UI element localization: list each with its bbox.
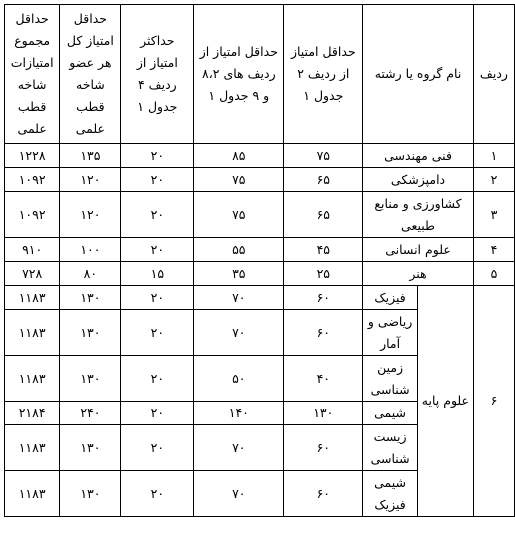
cell-r4: ۱۵ [121, 262, 194, 286]
header-group: نام گروه یا رشته [363, 5, 474, 144]
header-min-member: حداقل امتیاز کل هر عضو شاخه قطب علمی [60, 5, 121, 144]
cell-r4: ۲۰ [121, 238, 194, 262]
cell-field: زمین شناسی [363, 356, 418, 402]
cell-r89: ۵۰ [194, 356, 284, 402]
cell-r4: ۲۰ [121, 144, 194, 168]
cell-total: ۱۲۲۸ [5, 144, 60, 168]
header-min-total: حداقل مجموع امتیازات شاخه قطب علمی [5, 5, 60, 144]
cell-radif: ۵ [473, 262, 514, 286]
header-min-row2: حداقل امتیاز از ردیف ۲ جدول ۱ [284, 5, 363, 144]
cell-group: علوم پایه [417, 286, 473, 517]
cell-r2: ۱۳۰ [284, 402, 363, 425]
cell-member: ۱۳۰ [60, 356, 121, 402]
cell-r2: ۶۰ [284, 471, 363, 517]
cell-r89: ۷۰ [194, 310, 284, 356]
cell-radif: ۴ [473, 238, 514, 262]
requirements-table [4, 4, 515, 517]
cell-r89: ۸۵ [194, 144, 284, 168]
cell-r4: ۲۰ [121, 168, 194, 192]
cell-r89: ۷۰ [194, 471, 284, 517]
cell-r4: ۲۰ [121, 425, 194, 471]
cell-group: فنی مهندسی [363, 144, 474, 168]
cell-radif: ۳ [473, 192, 514, 238]
cell-member: ۱۳۰ [60, 425, 121, 471]
cell-total: ۱۰۹۲ [5, 192, 60, 238]
header-radif: ردیف [473, 5, 514, 144]
cell-r4: ۲۰ [121, 310, 194, 356]
cell-member: ۱۲۰ [60, 192, 121, 238]
cell-r2: ۶۵ [284, 192, 363, 238]
cell-r89: ۷۵ [194, 192, 284, 238]
table-row [5, 286, 515, 310]
cell-member: ۱۳۵ [60, 144, 121, 168]
cell-member: ۱۲۰ [60, 168, 121, 192]
table-row [5, 168, 515, 192]
cell-field: شیمی [363, 402, 418, 425]
cell-r4: ۲۰ [121, 402, 194, 425]
header-max-row4: حداکثر امتیاز از ردیف ۴ جدول ۱ [121, 5, 194, 144]
table-wrapper [4, 4, 515, 517]
table-row [5, 144, 515, 168]
cell-total: ۹۱۰ [5, 238, 60, 262]
cell-radif: ۶ [473, 286, 514, 517]
cell-r4: ۲۰ [121, 471, 194, 517]
table-row [5, 238, 515, 262]
table-row [5, 262, 515, 286]
cell-r89: ۵۵ [194, 238, 284, 262]
cell-total: ۲۱۸۴ [5, 402, 60, 425]
table-row [5, 192, 515, 238]
cell-r2: ۴۵ [284, 238, 363, 262]
cell-total: ۱۱۸۳ [5, 286, 60, 310]
cell-total: ۱۱۸۳ [5, 425, 60, 471]
header-min-rows-8-9: حداقل امتیاز از ردیف های ۸،۲ و ۹ جدول ۱ [194, 5, 284, 144]
cell-radif: ۲ [473, 168, 514, 192]
cell-total: ۱۱۸۳ [5, 356, 60, 402]
header-row [5, 5, 515, 144]
cell-r89: ۱۴۰ [194, 402, 284, 425]
cell-r89: ۷۰ [194, 286, 284, 310]
cell-field: ریاضی و آمار [363, 310, 418, 356]
cell-field: شیمی فیزیک [363, 471, 418, 517]
cell-group: کشاورزی و منابع طبیعی [363, 192, 474, 238]
cell-total: ۱۰۹۲ [5, 168, 60, 192]
cell-r2: ۶۰ [284, 286, 363, 310]
cell-member: ۱۳۰ [60, 310, 121, 356]
cell-member: ۱۳۰ [60, 471, 121, 517]
cell-r4: ۲۰ [121, 192, 194, 238]
cell-total: ۱۱۸۳ [5, 310, 60, 356]
cell-field: زیست شناسی [363, 425, 418, 471]
cell-group: هنر [363, 262, 474, 286]
cell-total: ۱۱۸۳ [5, 471, 60, 517]
cell-r2: ۷۵ [284, 144, 363, 168]
cell-r2: ۴۰ [284, 356, 363, 402]
cell-r2: ۶۵ [284, 168, 363, 192]
cell-r89: ۷۵ [194, 168, 284, 192]
cell-field: فیزیک [363, 286, 418, 310]
cell-total: ۷۲۸ [5, 262, 60, 286]
cell-member: ۱۳۰ [60, 286, 121, 310]
cell-radif: ۱ [473, 144, 514, 168]
cell-r89: ۳۵ [194, 262, 284, 286]
cell-group: دامپزشکی [363, 168, 474, 192]
cell-r2: ۲۵ [284, 262, 363, 286]
cell-member: ۱۰۰ [60, 238, 121, 262]
cell-r4: ۲۰ [121, 286, 194, 310]
cell-r2: ۶۰ [284, 310, 363, 356]
cell-member: ۸۰ [60, 262, 121, 286]
cell-r89: ۷۰ [194, 425, 284, 471]
cell-r2: ۶۰ [284, 425, 363, 471]
cell-r4: ۲۰ [121, 356, 194, 402]
cell-member: ۲۴۰ [60, 402, 121, 425]
cell-group: علوم انسانی [363, 238, 474, 262]
